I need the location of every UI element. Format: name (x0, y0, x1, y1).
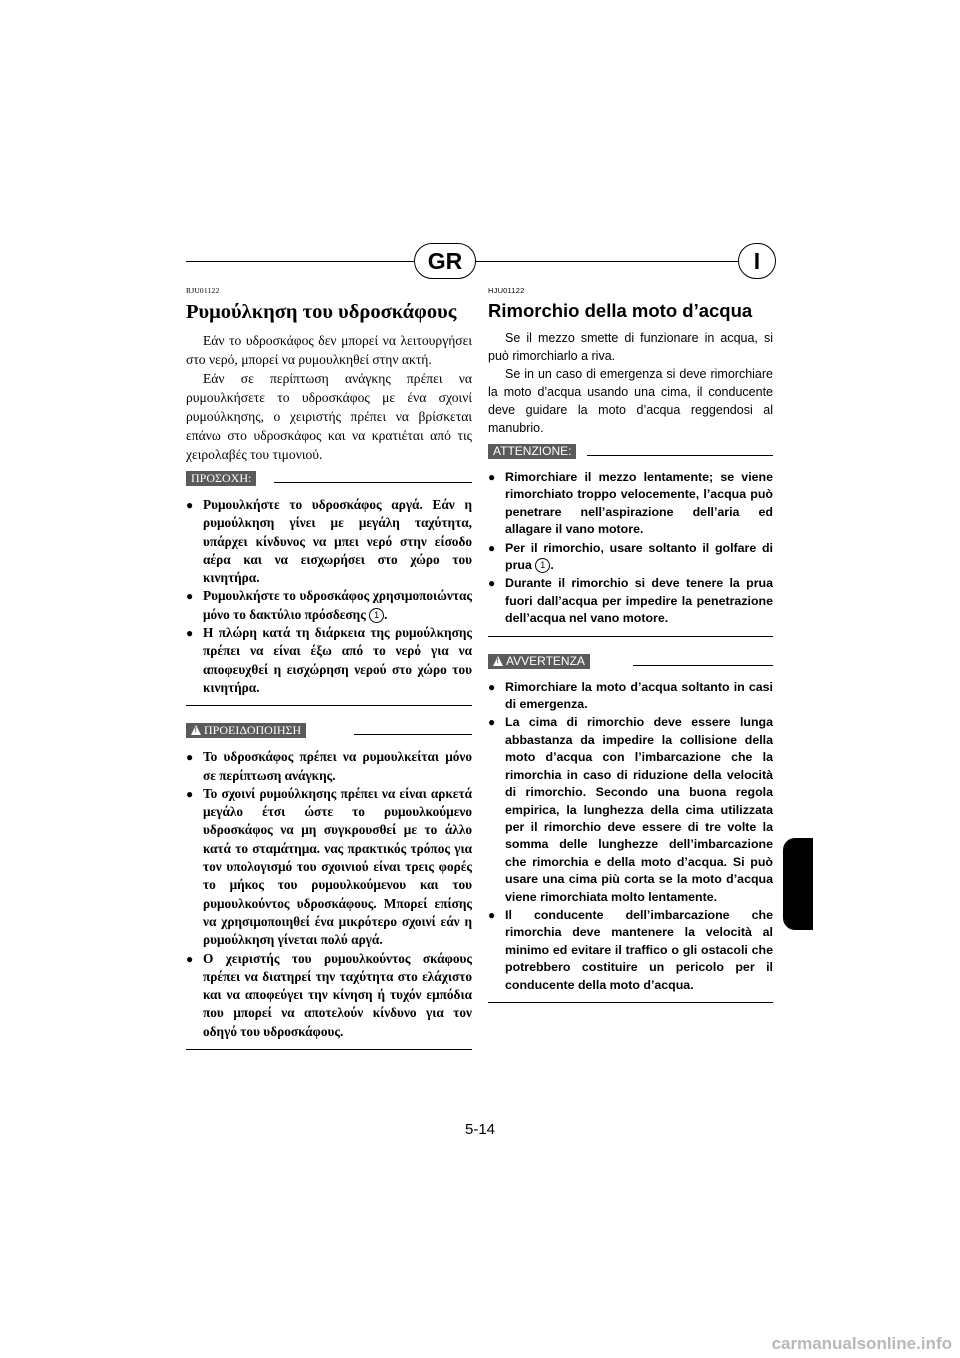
header-rule (186, 261, 774, 262)
list-item: ● Durante il rimorchio si deve tenere la prua fuori dall’acqua per impedire la penetrazione dell’acqua nel vano motore. (488, 576, 773, 626)
bullet-icon: ● (488, 540, 496, 555)
paragraph-it-1: Se il mezzo smette di funzionare in acqua, si può rimorchiarlo a riva. (488, 331, 773, 363)
list-item: ● Per il rimorchio, usare soltanto il golfare di prua 1 . (488, 540, 773, 573)
bullet-icon: ● (186, 498, 194, 512)
italian-column (488, 286, 773, 1003)
caution-list-gr (186, 496, 472, 697)
list-item: ● Il conducente dell’imbarcazione che rimorchia deve mantenere la velocità al minimo ed evitare il traffico o gli ostacoli che potrebbero costituire un pericolo per il conducente della moto d’acqua. (488, 907, 773, 992)
bullet-icon: ● (186, 951, 194, 966)
warning-label-gr: !ΠΡΟΕΙΔΟΠΟΙΗΣΗ (186, 723, 306, 738)
warning-end-rule-it (488, 1002, 773, 1003)
list-item: ● Το σχοινί ρυμούλκησης πρέπει να είναι αρκετά μεγάλο έτσι ώστε το ρυμουλκούμενο υδροσκάφος να μη συγκρουσθεί με το άλλο κατά το σταμάτημα. νας πρακτικός τρόπος για τον υπολογισμό του σχοινιού είναι τρεις φορές το μήκος του ρυμουλκούμενου και του ρυμουλκούντος υδροσκάφους. Μπορεί επίσης να χρησιμοποιηθεί ένα μικρότερο σχοινί εάν η ρυμούλκηση γίνεται πολύ αργά. (186, 785, 472, 948)
bullet-icon: ● (488, 576, 496, 591)
caution-header-gr (186, 468, 472, 490)
bullet-icon: ● (488, 470, 496, 484)
warning-header-gr (186, 720, 472, 742)
language-badge-gr: GR (414, 243, 476, 279)
section-code-gr: RJU01122 (186, 286, 220, 295)
caution-end-rule-it (488, 636, 773, 637)
greek-column (186, 286, 472, 1050)
list-item: ● Ο χειριστής του ρυμουλκούντος σκάφους πρέπει να διατηρεί την ταχύτητα στο ελάχιστο και να αποφεύγει την κίνηση ή τυχόν εμπόδια που μπορεί να αποτελούν κίνδυνο για τον οδηγό του υδροσκάφους. (186, 950, 472, 1039)
warning-end-rule-gr (186, 1049, 472, 1050)
warning-triangle-icon (493, 656, 503, 666)
reference-number-icon: 1 (535, 558, 550, 573)
caution-rule-gr (274, 482, 472, 483)
caution-end-rule-gr (186, 705, 472, 706)
list-item: ● Rimorchiare la moto d’acqua soltanto in casi di emergenza. (488, 679, 773, 712)
language-badge-i: I (738, 243, 776, 279)
watermark: carmanualsonline.info (771, 1334, 952, 1353)
warning-list-it (488, 679, 773, 994)
list-item: ● Η πλώρη κατά τη διάρκεια της ρυμούλκησης πρέπει να είναι έξω από το νερό για να αποφευχθεί η εισχώρηση νερού στο χώρο του κινητήρα. (186, 625, 472, 695)
caution-label-gr: ΠΡΟΣΟΧΗ: (186, 471, 256, 486)
list-item: ● Το υδροσκάφος πρέπει να ρυμουλκείται μόνο σε περίπτωση ανάγκης. (186, 749, 472, 783)
list-item: ● Ρυμουλκήστε το υδροσκάφος αργά. Εάν η ρυμούλκηση γίνει με μεγάλη ταχύτητα, υπάρχει κίνδυνος να μπει νερό στην είσοδο αέρα και να εισχωρήσει στο χώρο του κινητήρα. (186, 497, 472, 586)
bullet-icon: ● (186, 626, 194, 641)
list-item: ● Ρυμουλκήστε το υδροσκάφος χρησιμοποιώντας μόνο το δακτύλιο πρόσδεσης 1 . (186, 588, 472, 622)
bullet-icon: ● (488, 679, 496, 694)
bullet-icon: ● (186, 589, 194, 604)
list-item: ● Rimorchiare il mezzo lentamente; se viene rimorchiato troppo velocemente, l’acqua può penetrare nell’aspirazione dell’aria ed allagare il vano motore. (488, 470, 773, 537)
reference-number-icon: 1 (369, 608, 384, 623)
caution-header-it (488, 441, 773, 463)
warning-header-it (488, 651, 773, 673)
warning-rule-it (633, 665, 773, 666)
list-item: ● La cima di rimorchio deve essere lunga abbastanza da impedire la collisione della moto d’acqua con l’imbarcazione che la rimorchia in caso di riduzione della velocità di rimorchio. Secondo una buona regola empirica, la lunghezza della cima utilizzata per il rimorchio deve essere di tre volte la somma delle lunghezze dell’imbarcazione che rimorchia e della moto d’acqua. Si può usare una cima più corta se la moto d’acqua viene rimorchiata molto lentamente. (488, 715, 773, 904)
warning-label-it: !AVVERTENZA (488, 654, 590, 669)
section-title-gr: Ρυμούλκηση του υδροσκάφους (186, 301, 457, 323)
caution-rule-it (587, 455, 773, 456)
paragraph-gr-2: Εάν σε περίπτωση ανάγκης πρέπει να ρυμουλκήσετε το υδροσκάφος με ένα σχοινί ρυμούλκησης, ο χειριστής πρέπει να βρίσκεται επάνω στο υδροσκάφος και να κρατιέται από τις χειρολαβές του τιμονιού. (186, 371, 472, 462)
warning-rule-gr (354, 734, 472, 735)
paragraph-it-2: Se in un caso di emergenza si deve rimorchiare la moto d’acqua usando una cima, il conducente deve guidare la moto d’acqua reggendosi al manubrio. (488, 367, 773, 435)
bullet-icon: ● (186, 786, 194, 801)
bullet-icon: ● (488, 715, 496, 730)
warning-list-gr (186, 748, 472, 1041)
section-code-it: HJU01122 (488, 286, 525, 295)
bullet-icon: ● (488, 907, 496, 922)
chapter-side-tab (783, 838, 813, 930)
paragraph-gr-1: Εάν το υδροσκάφος δεν μπορεί να λειτουργήσει στο νερό, μπορεί να ρυμουλκηθεί στην ακτή. (186, 333, 472, 367)
section-title-it: Rimorchio della moto d’acqua (488, 300, 753, 321)
bullet-icon: ● (186, 750, 194, 765)
warning-triangle-icon (191, 725, 201, 735)
page-number: 5-14 (464, 1121, 496, 1138)
caution-label-it: ATTENZIONE: (488, 444, 576, 459)
caution-list-it (488, 469, 773, 628)
